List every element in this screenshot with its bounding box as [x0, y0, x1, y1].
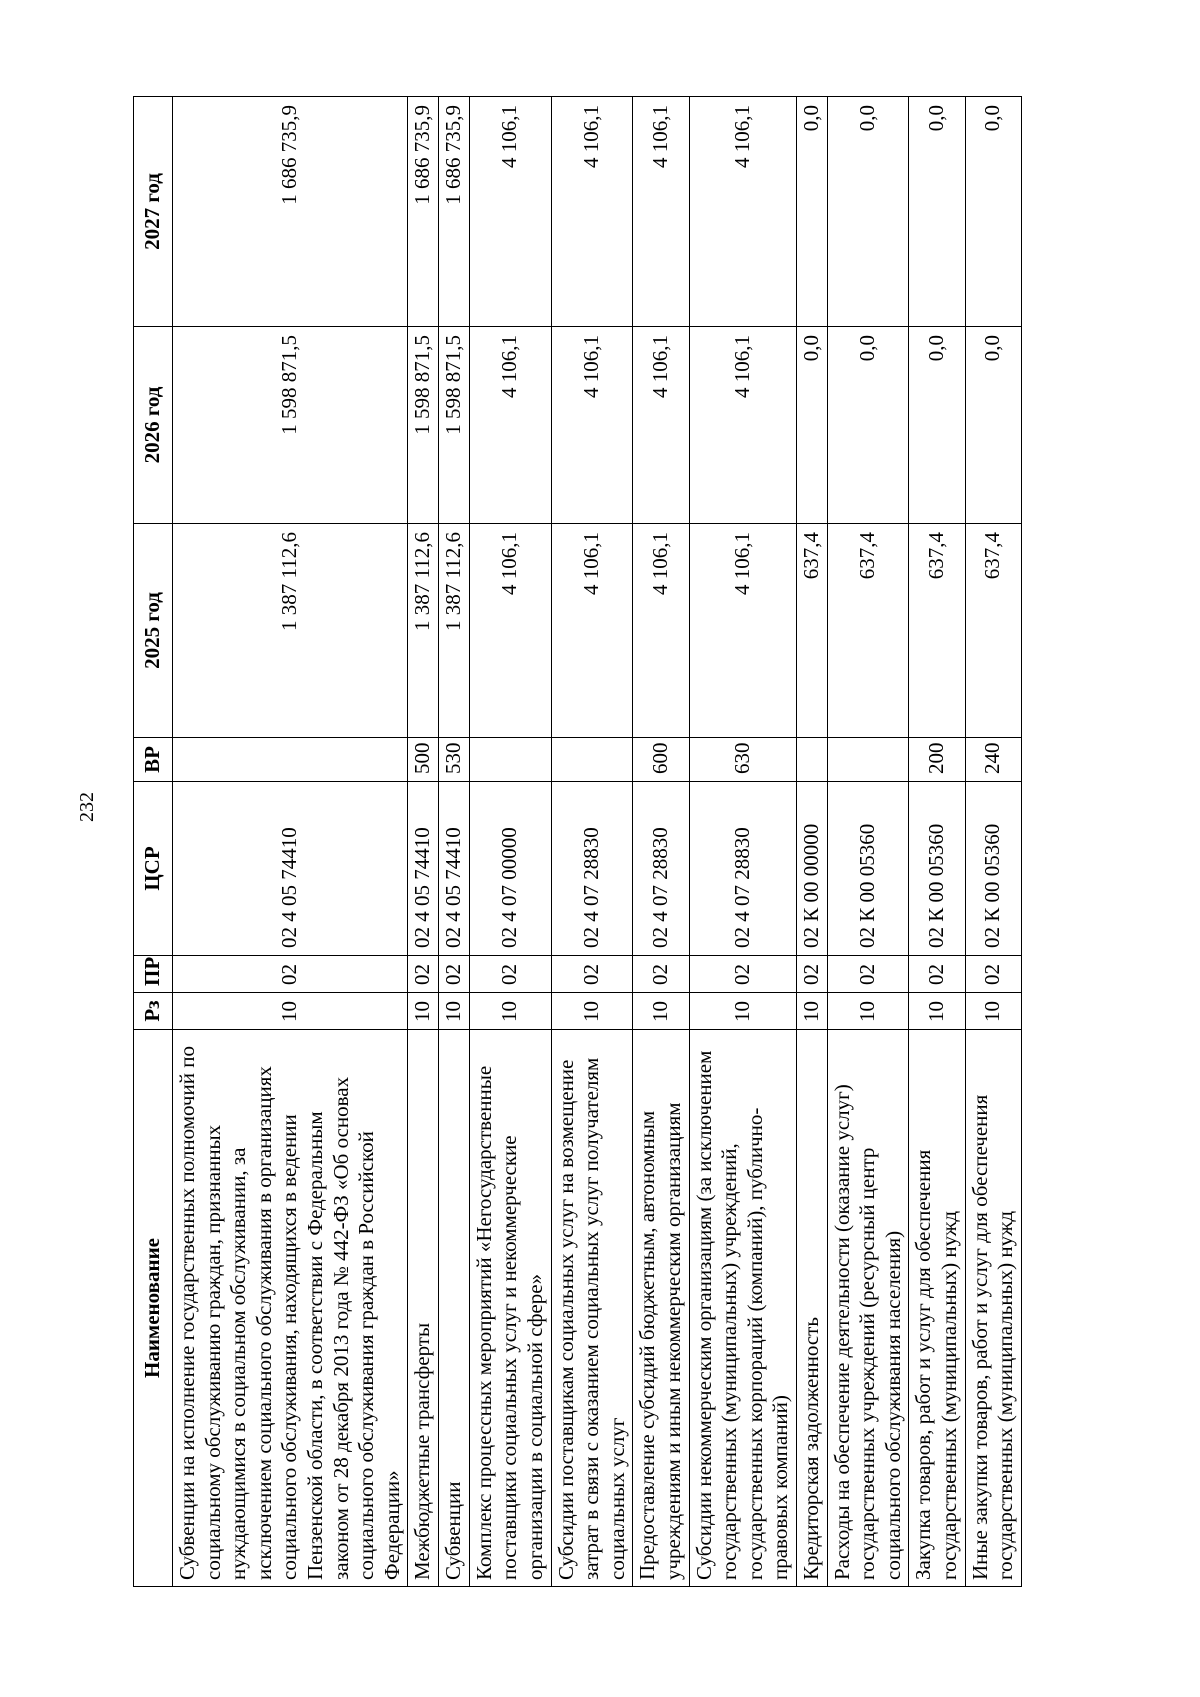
cell-2025: 637,4	[797, 524, 828, 738]
cell-name: Субвенции	[439, 1030, 470, 1587]
cell-2026: 0,0	[965, 327, 1021, 524]
cell-name: Субвенции на исполнение государственных полномочий по социальному обслуживанию граждан, признанных нуждающимися в социальном обслуживании, за исключением социального обслуживания в организациях социального обслуживания, находящихся в ведении Пензенской области, в соответствии с Федеральным законом от 28 декабря 2013 года № 442-ФЗ «Об основах социального обслуживания граждан в Российской Федерации»	[173, 1030, 408, 1587]
cell-csr: 02 4 05 74410	[408, 782, 439, 956]
table-header-row	[134, 97, 173, 1587]
cell-vr: 200	[909, 738, 965, 782]
page-number: 232	[76, 792, 98, 822]
cell-pr: 02	[689, 956, 796, 993]
cell-2027: 0,0	[909, 97, 965, 327]
cell-2026: 4 106,1	[633, 327, 689, 524]
cell-pr: 02	[827, 956, 909, 993]
cell-name: Субсидии поставщикам социальных услуг на возмещение затрат в связи с оказанием социальных услуг получателям социальных услуг	[551, 1030, 633, 1587]
cell-vr	[551, 738, 633, 782]
table-row	[469, 97, 551, 1587]
cell-2025: 4 106,1	[551, 524, 633, 738]
cell-2027: 1 686 735,9	[439, 97, 470, 327]
cell-vr: 240	[965, 738, 1021, 782]
cell-2027: 4 106,1	[633, 97, 689, 327]
cell-2027: 1 686 735,9	[173, 97, 408, 327]
cell-2027: 0,0	[797, 97, 828, 327]
cell-csr: 02 К 00 05360	[965, 782, 1021, 956]
cell-2027: 4 106,1	[551, 97, 633, 327]
cell-2027: 4 106,1	[469, 97, 551, 327]
table-row	[689, 97, 796, 1587]
cell-2025: 4 106,1	[633, 524, 689, 738]
cell-2025: 1 387 112,6	[173, 524, 408, 738]
budget-table	[133, 96, 1022, 1587]
cell-name: Кредиторская задолженность	[797, 1030, 828, 1587]
cell-rz: 10	[633, 993, 689, 1030]
cell-2025: 4 106,1	[689, 524, 796, 738]
cell-csr: 02 К 00 05360	[827, 782, 909, 956]
cell-2027: 0,0	[827, 97, 909, 327]
cell-rz: 10	[689, 993, 796, 1030]
cell-rz: 10	[909, 993, 965, 1030]
cell-2026: 4 106,1	[551, 327, 633, 524]
cell-2025: 637,4	[827, 524, 909, 738]
cell-csr: 02 4 05 74410	[439, 782, 470, 956]
cell-rz: 10	[439, 993, 470, 1030]
rotated-table-wrapper	[133, 97, 1053, 1587]
cell-rz: 10	[408, 993, 439, 1030]
cell-2026: 0,0	[909, 327, 965, 524]
header-2027: 2027 год	[134, 97, 173, 327]
table-row	[797, 97, 828, 1587]
table-row	[965, 97, 1021, 1587]
cell-2027: 1 686 735,9	[408, 97, 439, 327]
cell-pr: 02	[439, 956, 470, 993]
cell-2025: 4 106,1	[469, 524, 551, 738]
cell-2026: 1 598 871,5	[408, 327, 439, 524]
table-row	[633, 97, 689, 1587]
cell-pr: 02	[173, 956, 408, 993]
cell-pr: 02	[909, 956, 965, 993]
cell-pr: 02	[797, 956, 828, 993]
cell-vr	[827, 738, 909, 782]
cell-vr: 530	[439, 738, 470, 782]
header-rz: Рз	[134, 993, 173, 1030]
cell-name: Межбюджетные трансферты	[408, 1030, 439, 1587]
cell-2026: 0,0	[797, 327, 828, 524]
cell-rz: 10	[827, 993, 909, 1030]
cell-vr	[797, 738, 828, 782]
cell-pr: 02	[965, 956, 1021, 993]
cell-vr: 600	[633, 738, 689, 782]
cell-2026: 4 106,1	[689, 327, 796, 524]
cell-rz: 10	[173, 993, 408, 1030]
cell-pr: 02	[469, 956, 551, 993]
cell-pr: 02	[633, 956, 689, 993]
cell-name: Субсидии некоммерческим организациям (за исключением государственных (муниципальных) учреждений, государственных корпораций (компаний), публично-правовых компаний)	[689, 1030, 796, 1587]
cell-csr: 02 4 07 28830	[689, 782, 796, 956]
header-vr: ВР	[134, 738, 173, 782]
header-2025: 2025 год	[134, 524, 173, 738]
cell-vr: 500	[408, 738, 439, 782]
table-row	[439, 97, 470, 1587]
cell-csr: 02 К 00 00000	[797, 782, 828, 956]
cell-vr	[469, 738, 551, 782]
cell-vr: 630	[689, 738, 796, 782]
header-name: Наименование	[134, 1030, 173, 1587]
cell-2025: 1 387 112,6	[439, 524, 470, 738]
cell-rz: 10	[965, 993, 1021, 1030]
cell-csr: 02 4 07 00000	[469, 782, 551, 956]
cell-2026: 4 106,1	[469, 327, 551, 524]
cell-rz: 10	[551, 993, 633, 1030]
cell-2027: 4 106,1	[689, 97, 796, 327]
cell-pr: 02	[408, 956, 439, 993]
table-row	[909, 97, 965, 1587]
cell-csr: 02 4 05 74410	[173, 782, 408, 956]
cell-2025: 1 387 112,6	[408, 524, 439, 738]
cell-name: Предоставление субсидий бюджетным, автономным учреждениям и иным некоммерческим организациям	[633, 1030, 689, 1587]
cell-csr: 02 4 07 28830	[551, 782, 633, 956]
table-row	[408, 97, 439, 1587]
cell-name: Комплекс процессных мероприятий «Негосударственные поставщики социальных услуг и некоммерческие организации в социальной сфере»	[469, 1030, 551, 1587]
cell-csr: 02 4 07 28830	[633, 782, 689, 956]
table-row	[173, 97, 408, 1587]
header-pr: ПР	[134, 956, 173, 993]
cell-2027: 0,0	[965, 97, 1021, 327]
cell-2026: 1 598 871,5	[439, 327, 470, 524]
cell-name: Иные закупки товаров, работ и услуг для обеспечения государственных (муниципальных) нужд	[965, 1030, 1021, 1587]
cell-2025: 637,4	[909, 524, 965, 738]
cell-csr: 02 К 00 05360	[909, 782, 965, 956]
cell-pr: 02	[551, 956, 633, 993]
cell-name: Расходы на обеспечение деятельности (оказание услуг) государственных учреждений (ресурсный центр социального обслуживания населения)	[827, 1030, 909, 1587]
cell-rz: 10	[469, 993, 551, 1030]
cell-2025: 637,4	[965, 524, 1021, 738]
cell-rz: 10	[797, 993, 828, 1030]
table-row	[551, 97, 633, 1587]
header-2026: 2026 год	[134, 327, 173, 524]
table-row	[827, 97, 909, 1587]
cell-name: Закупка товаров, работ и услуг для обеспечения государственных (муниципальных) нужд	[909, 1030, 965, 1587]
cell-2026: 0,0	[827, 327, 909, 524]
cell-vr	[173, 738, 408, 782]
cell-2026: 1 598 871,5	[173, 327, 408, 524]
header-csr: ЦСР	[134, 782, 173, 956]
